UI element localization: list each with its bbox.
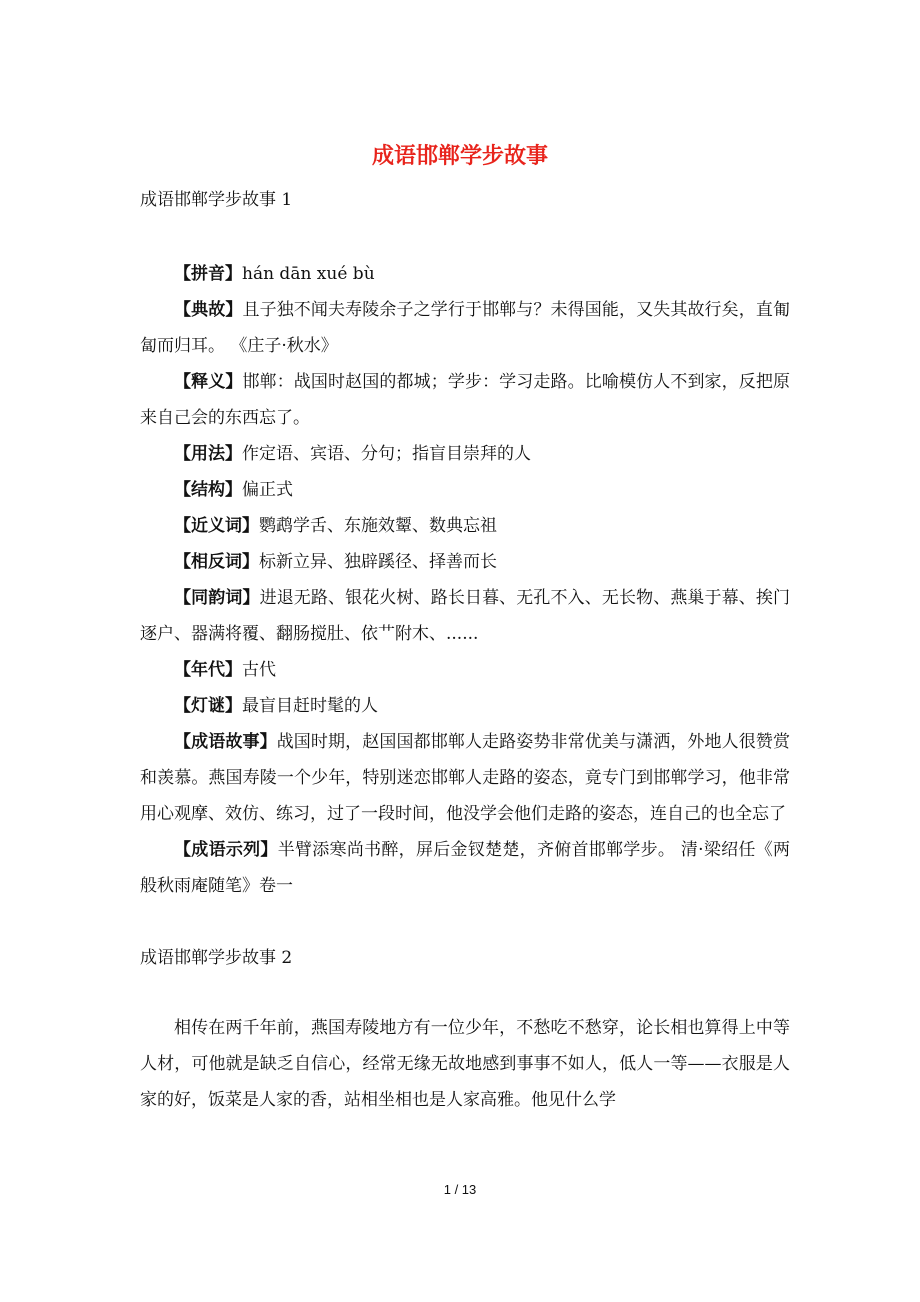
entry-chengyu-shili [140, 832, 790, 904]
entry-tag: 【成语示列】 [174, 840, 278, 860]
entry-text: 进退无路、银花火树、路长日暮、无孔不入、无长物、燕巢于幕、挨门逐户、器满将覆、翻肠搅肚、依艹附木、...... [140, 588, 791, 644]
entry-xiangfanci [140, 544, 790, 580]
entry-tag: 【近义词】 [174, 516, 259, 536]
entry-text: 古代 [242, 660, 276, 680]
entry-text: 作定语、宾语、分句；指盲目崇拜的人 [242, 444, 531, 464]
page-title: 成语邯郸学步故事 [371, 143, 548, 169]
entry-tag: 【成语故事】 [174, 732, 277, 752]
entry-text: 标新立异、独辟蹊径、择善而长 [259, 552, 497, 572]
entry-tag: 【典故】 [174, 300, 243, 320]
entry-tag: 【拼音】 [174, 264, 242, 284]
entry-text: 半臂添寒尚书醉，屏后金钗楚楚，齐俯首邯郸学步。 清·梁绍任《两般秋雨庵随笔》卷一 [140, 840, 790, 896]
entry-tongyunci [140, 580, 790, 652]
entry-jiegou [140, 472, 790, 508]
entry-text: hán dān xué bù [242, 264, 375, 284]
entry-tag: 【结构】 [174, 480, 242, 500]
story2-paragraph: 相传在两千年前，燕国寿陵地方有一位少年，不愁吃不愁穿，论长相也算得上中等人材，可他就是缺乏自信心，经常无缘无故地感到事事不如人，低人一等——衣服是人家的好，饭菜是人家的香，站相坐相也是人家高雅。他见什么学 [140, 1018, 790, 1110]
entry-text: 战国时期，赵国国都邯郸人走路姿势非常优美与潇洒，外地人很赞赏和羡慕。燕国寿陵一个少年，特别迷恋邯郸人走路的姿态，竟专门到邯郸学习，他非常用心观摩、效仿、练习，过了一段时间，他没学会他们走路的姿态，连自己的也全忘了 [140, 732, 791, 824]
section-heading-1: 成语邯郸学步故事 1 [140, 190, 293, 210]
entry-tag: 【用法】 [174, 444, 242, 464]
entry-tag: 【灯谜】 [174, 696, 242, 716]
entry-yongfa [140, 436, 790, 472]
entry-tag: 【同韵词】 [174, 588, 260, 608]
entry-tag: 【释义】 [174, 372, 243, 392]
section-heading-2: 成语邯郸学步故事 2 [140, 948, 293, 968]
story2-body [140, 1010, 790, 1118]
entry-tag: 【年代】 [174, 660, 242, 680]
entry-jinyici [140, 508, 790, 544]
entry-text: 鹦鹉学舌、东施效颦、数典忘祖 [259, 516, 497, 536]
entry-pinyin [140, 256, 790, 292]
entry-tag: 【相反词】 [174, 552, 259, 572]
entry-dengmi [140, 688, 790, 724]
entry-niandai [140, 652, 790, 688]
story1-entries [140, 256, 790, 904]
entry-shiyi [140, 364, 790, 436]
entry-chengyu-gushi [140, 724, 790, 832]
entry-text: 偏正式 [242, 480, 293, 500]
entry-text: 且子独不闻夫寿陵余子之学行于邯郸与？未得国能，又失其故行矣，直匍匐而归耳。 《庄子·秋水》 [140, 300, 791, 356]
entry-text: 邯郸：战国时赵国的都城；学步：学习走路。比喻模仿人不到家，反把原来自己会的东西忘了。 [140, 372, 791, 428]
entry-diangu [140, 292, 790, 364]
page-number: 1 / 13 [443, 1182, 477, 1197]
entry-text: 最盲目赶时髦的人 [242, 696, 378, 716]
